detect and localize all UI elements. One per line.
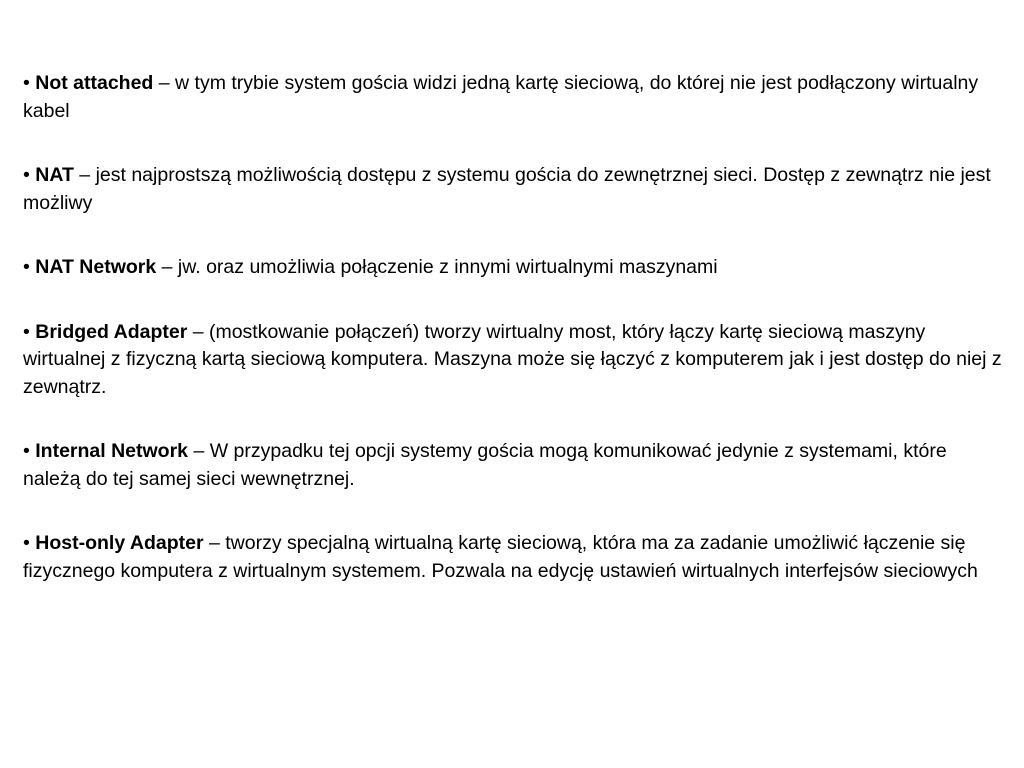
description-nat: – jest najprostszą możliwością dostępu z systemu gościa do zewnętrznej sieci. Dostęp z zewnątrz nie jest możliwy — [23, 164, 991, 214]
bullet-icon: • — [23, 440, 30, 462]
list-item-bridged-adapter — [23, 319, 1008, 402]
list-item-nat-network — [23, 254, 1008, 282]
description-not-attached: – w tym trybie system gościa widzi jedną kartę sieciową, do której nie jest podłączony wirtualny kabel — [23, 72, 979, 122]
list-item-nat — [23, 162, 1008, 217]
term-nat: NAT — [35, 164, 74, 186]
bullet-icon: • — [23, 532, 30, 554]
list-item-not-attached — [23, 70, 1008, 125]
term-host-only-adapter: Host-only Adapter — [35, 532, 204, 554]
term-bridged-adapter: Bridged Adapter — [35, 320, 188, 343]
list-item-host-only-adapter — [23, 530, 1008, 585]
description-bridged-adapter: – (mostkowanie połączeń) tworzy wirtualny most, który łączy kartę sieciową maszyny wirtualnej z fizyczną kartą sieciową komputera. Maszyna może się łączyć z komputerem jak i jest dostęp do niej z zewnątrz. — [23, 320, 1002, 398]
term-not-attached: Not attached — [35, 72, 154, 94]
bullet-icon: • — [23, 256, 30, 278]
bullet-icon: • — [23, 164, 30, 186]
term-nat-network: NAT Network — [35, 256, 157, 278]
description-internal-network: – W przypadku tej opcji systemy gościa mogą komunikować jedynie z systemami, które należą do tej samej sieci wewnętrznej. — [23, 440, 947, 490]
bullet-icon: • — [23, 72, 30, 94]
description-host-only-adapter: – tworzy specjalną wirtualną kartę sieciową, która ma za zadanie umożliwić łączenie się fizycznego komputera z wirtualnym systemem. Pozwala na edycję ustawień wirtualnych interfejsów sieciowych — [23, 532, 978, 582]
list-item-internal-network — [23, 438, 1008, 493]
term-internal-network: Internal Network — [35, 440, 189, 462]
bullet-icon: • — [23, 320, 30, 343]
slide-content — [23, 70, 1008, 622]
description-nat-network: – jw. oraz umożliwia połączenie z innymi wirtualnymi maszynami — [156, 256, 718, 278]
